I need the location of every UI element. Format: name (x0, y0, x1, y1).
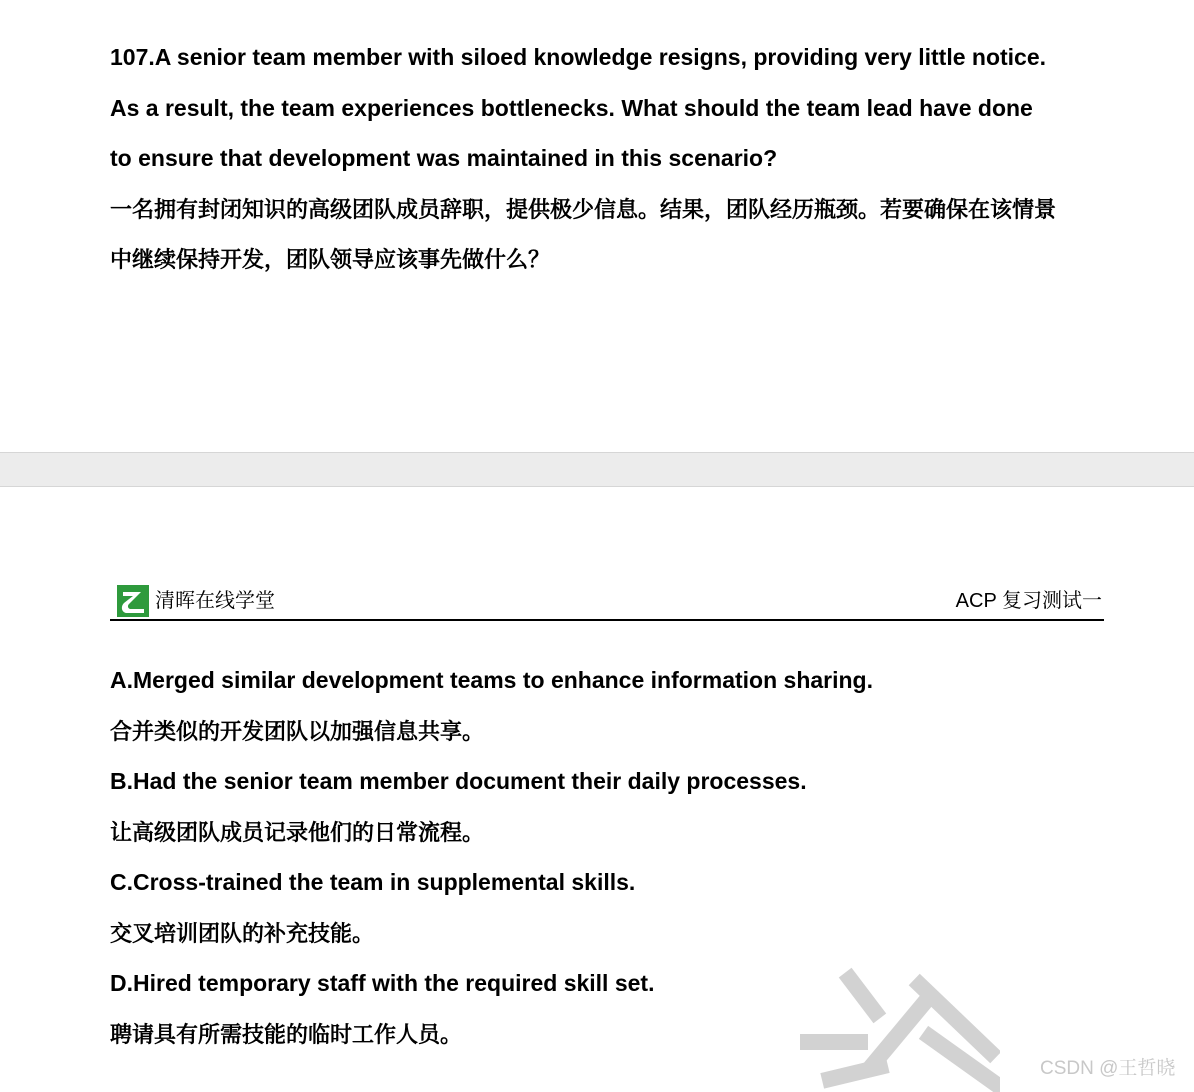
option-d-en: D.Hired temporary staff with the required skill set. (110, 970, 655, 996)
document-page-bottom (0, 487, 1194, 1090)
option-a-zh: 合并类似的开发团队以加强信息共享。 (110, 719, 485, 744)
option-a-en: A.Merged similar development teams to enhance information sharing. (110, 667, 873, 693)
logo-text: 清晖在线学堂 (155, 590, 275, 612)
option-b-zh: 让高级团队成员记录他们的日常流程。 (110, 820, 485, 845)
document-title: ACP 复习测试一 (955, 590, 1102, 612)
question-en-line-2: As a result, the team experiences bottlenecks. What should the team lead have done (110, 95, 1033, 121)
option-c-zh: 交叉培训团队的补充技能。 (110, 921, 375, 946)
page-header (110, 583, 1104, 621)
option-c-en: C.Cross-trained the team in supplemental skills. (110, 869, 636, 895)
question-zh-line-2: 中继续保持开发，团队领导应该事先做什么？ (110, 247, 551, 272)
watermark-glyph (800, 967, 1000, 1092)
document-page-top (0, 0, 1194, 452)
option-b-en: B.Had the senior team member document their daily processes. (110, 768, 807, 794)
csdn-watermark: CSDN @王哲晓 (1040, 1058, 1176, 1079)
question-en-line-3: to ensure that development was maintained in this scenario? (110, 145, 778, 171)
page-separator (0, 452, 1194, 487)
option-d-zh: 聘请具有所需技能的临时工作人员。 (110, 1022, 463, 1047)
qinghui-logo-icon (117, 585, 149, 617)
question-en-line-1: 107.A senior team member with siloed knowledge resigns, providing very little notice. (110, 44, 1047, 70)
question-zh-line-1: 一名拥有封闭知识的高级团队成员辞职，提供极少信息。结果，团队经历瓶颈。若要确保在该情景 (110, 197, 1057, 222)
